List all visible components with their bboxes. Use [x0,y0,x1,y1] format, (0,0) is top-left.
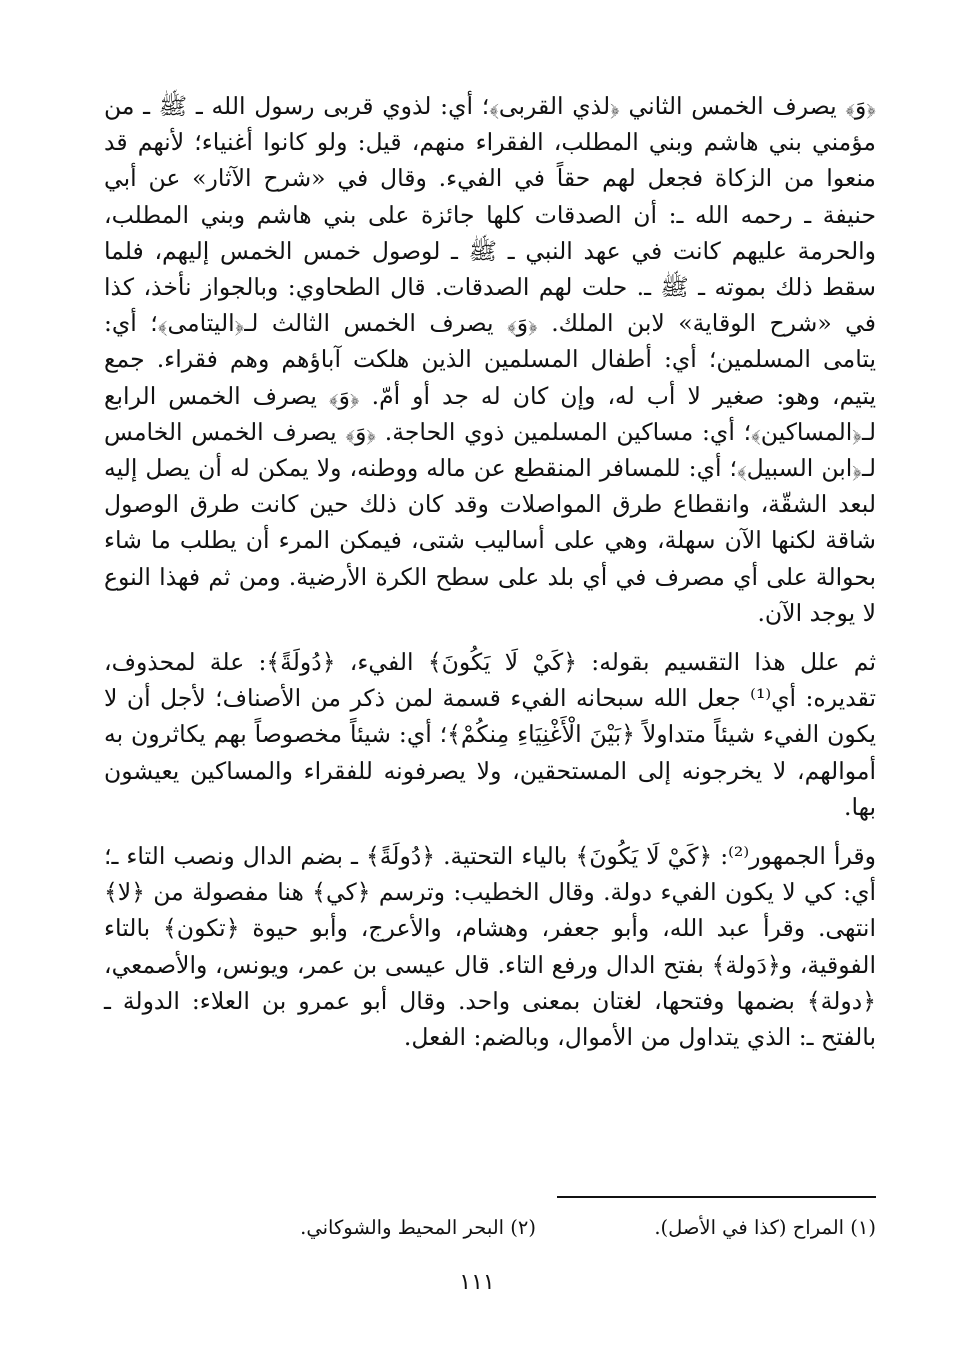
paragraph-3: وقرأ الجمهور⁽²⁾: ﴿كَيْ لَا يَكُونَ﴾ بالياء التحتية. ﴿دُولَةً﴾ ـ بضم الدال ونصب التاء ـ؛ أي: كي لا يكون الفيء دولة. وقال الخطيب: وترسم ﴿كي﴾ هنا مفصولة من ﴿لا﴾ انتهى. وقرأ عبد الله، وأبو جعفر، وهشام، والأعرج، وأبو حيوة ﴿تكون﴾ بالتاء الفوقية، و﴿دَولة﴾ بفتح الدال ورفع التاء. قال عيسى بن عمر، ويونس، والأصمعي، ﴿دولة﴾ بضمها وفتحها، لغتان بمعنى واحد. وقال أبو عمرو بن العلاء: الدولة ـ بالفتح ـ: الذي يتداول من الأموال، وبالضم: الفعل. [104,842,876,1052]
page-body [104,88,876,1055]
footnote-2: (٢) البحر المحيط والشوكاني. [300,1216,536,1239]
paragraph-2: ثم علل هذا التقسيم بقوله: ﴿كَيْ لَا يَكُونَ﴾ الفيء، ﴿دُولَةً﴾: علة لمحذوف، تقديره: أي⁽¹⁾ جعل الله سبحانه الفيء قسمة لمن ذكر من الأصناف؛ لأجل أن لا يكون الفيء شيئاً متداولاً ﴿بَيْنَ الْأَغْنِيَاءِ مِنكُمْ﴾؛ أي: شيئاً مخصوصاً بهم يكاثرون به أموالهم، لا يخرجونه إلى المستحقين، ولا يصرفونه للفقراء والمساكين يعيشون بها. [104,648,876,821]
page-number: ١١١ [459,1270,495,1295]
footnotes [104,1210,876,1246]
paragraph-1: ﴿وَ﴾ يصرف الخمس الثاني ﴿لذي القربى﴾؛ أي: لذوي قربى رسول الله ـ ﷺ ـ من مؤمني بني هاشم وبني المطلب، الفقراء منهم، قيل: ولو كانوا أغنياء؛ لأنهم قد منعوا من الزكاة فجعل لهم حقاً في الفيء. وقال في «شرح الآثار» عن أبي حنيفة ـ رحمه الله ـ: أن الصدقات كلها جائزة على بني هاشم وبني المطلب، والحرمة عليهم كانت في عهد النبي ـ ﷺ ـ لوصول خمس الخمس إليهم، فلما سقط ذلك بموته ـ ﷺ ـ. حلت لهم الصدقات. قال الطحاوي: وبالجواز نأخذ، كذا في «شرح الوقاية» لابن الملك. ﴿وَ﴾ يصرف الخمس الثالث لـ﴿اليتامى﴾؛ أي: يتامى المسلمين؛ أي: أطفال المسلمين الذين هلكت آباؤهم وهم فقراء. جمع يتيم، وهو: صغير لا أب له، وإن كان له جد أو أمّ. ﴿وَ﴾ يصرف الخمس الرابع لـ﴿المساكين﴾؛ أي: مساكين المسلمين ذوي الحاجة. ﴿وَ﴾ يصرف الخمس الخامس لـ﴿ابن السبيل﴾؛ أي: للمسافر المنقطع عن ماله ووطنه، ولا يمكن له أن يصل إليه لبعد الشقّة، وانقطاع طرق المواصلات وقد كان ذلك حين كانت طرق الوصول شاقة لكنها الآن سهلة، وهي على أساليب شتى، فيمكن المرء أن يطلب ما شاء بحوالة على أي مصرف في أي بلد على سطح الكرة الأرضية. ومن ثم فهذا النوع لا يوجد الآن. [104,92,876,627]
footnote-separator [557,1196,876,1198]
footnote-1: (١) المراح (كذا في الأصل). [654,1216,876,1239]
